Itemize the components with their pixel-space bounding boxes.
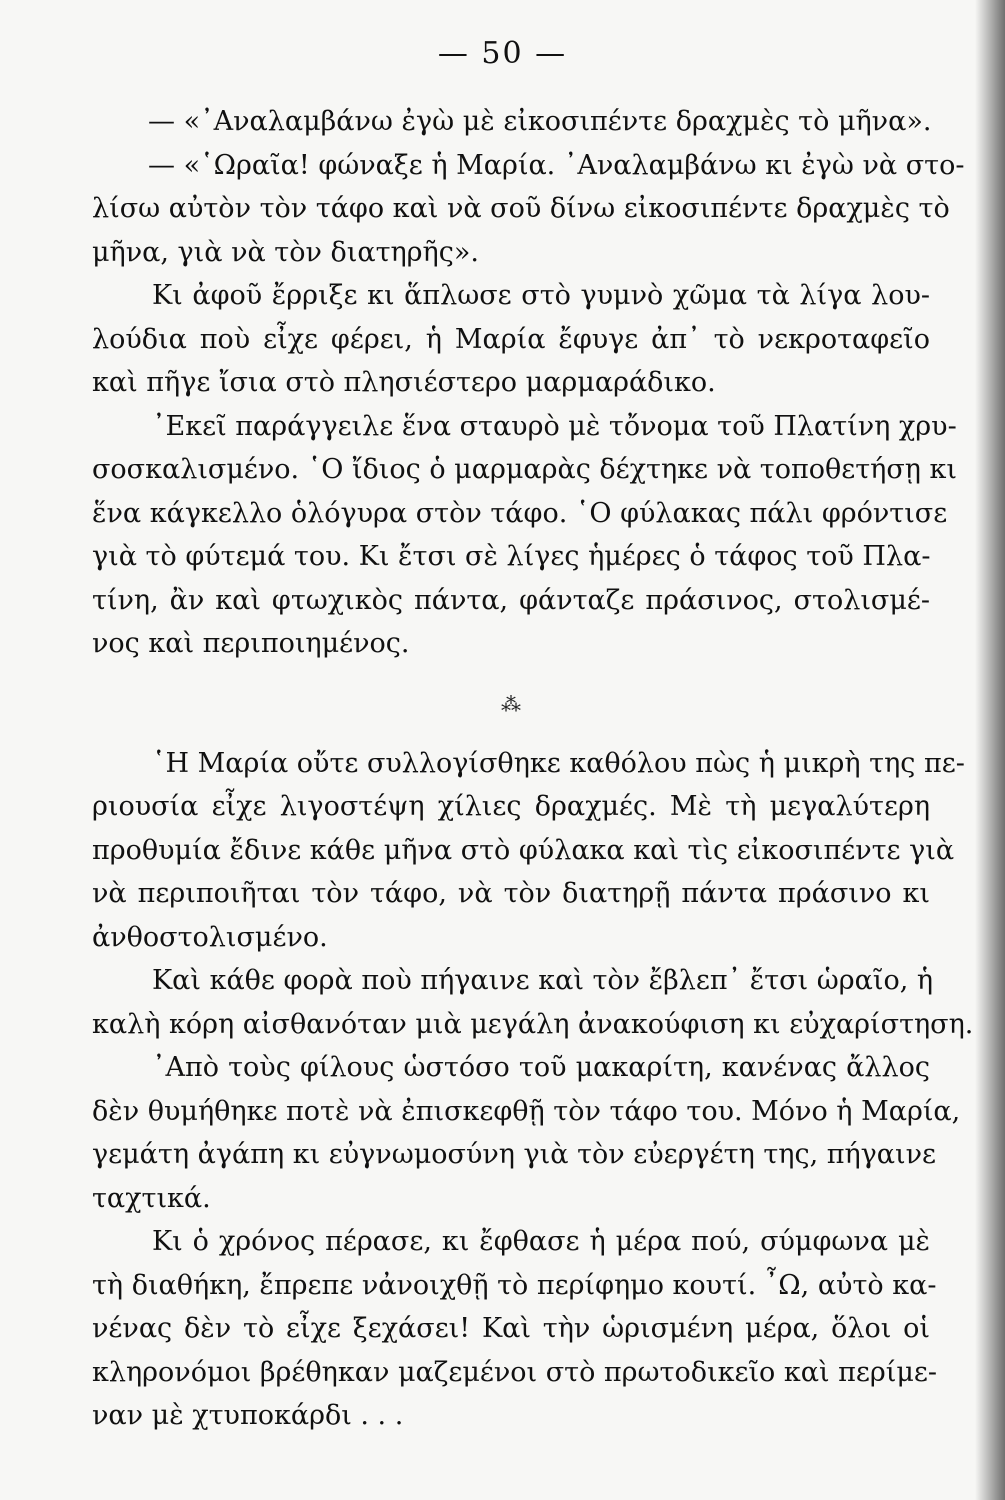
- text-line: ἀνθοστολισμένο.: [92, 921, 328, 953]
- text-line: δὲν θυμήθηκε ποτὲ νὰ ἐπισκεφθῇ τὸν τάφο του. Μόνο ἡ Μαρία,: [92, 1095, 961, 1127]
- text-line: ᾿Απὸ τοὺς φίλους ὡστόσο τοῦ μακαρίτη, κανένας ἄλλος: [152, 1052, 930, 1083]
- text-line: — «῾Ωραῖα! φώναξε ἡ Μαρία. ᾿Αναλαμβάνω κι ἐγὼ νὰ στο-: [148, 149, 965, 181]
- page-edge-shadow: [975, 0, 1005, 1500]
- text-line: ᾿Εκεῖ παράγγειλε ἕνα σταυρὸ μὲ τὄνομα τοῦ Πλατίνη χρυ-: [152, 410, 957, 442]
- text-line: νὰ περιποιῆται τὸν τάφο, νὰ τὸν διατηρῇ πάντα πράσινο κι: [92, 878, 930, 909]
- text-line: ἕνα κάγκελλο ὁλόγυρα στὸν τάφο. ῾Ο φύλακας πάλι φρόντισε: [92, 497, 948, 529]
- text-line: λούδια ποὺ εἶχε φέρει, ἡ Μαρία ἔφυγε ἀπ᾿ τὸ νεκροταφεῖο: [92, 323, 930, 355]
- text-line: τὴ διαθήκη, ἔπρεπε νἀνοιχθῇ τὸ περίφημο κουτί. ῏Ω, αὐτὸ κα-: [92, 1269, 937, 1301]
- text-line: ῾Η Μαρία οὔτε συλλογίσθηκε καθόλου πὼς ἡ μικρὴ της πε-: [152, 747, 965, 779]
- section-separator: ⁂: [501, 691, 521, 716]
- text-line: γιὰ τὸ φύτεμά του. Κι ἔτσι σὲ λίγες ἡμέρες ὁ τάφος τοῦ Πλα-: [92, 541, 931, 572]
- text-line: σοσκαλισμένο. ῾Ο ἴδιος ὁ μαρμαρὰς δέχτηκε νὰ τοποθετήσῃ κι: [92, 454, 958, 485]
- text-line: ναν μὲ χτυποκάρδι . . .: [92, 1400, 404, 1431]
- page-number: — 50 —: [437, 36, 568, 71]
- text-line: Καὶ κάθε φορὰ ποὺ πήγαινε καὶ τὸν ἔβλεπ᾿ ἔτσι ὡραῖο, ἡ: [152, 965, 934, 996]
- text-line: Κι ἀφοῦ ἔρριξε κι ἅπλωσε στὸ γυμνὸ χῶμα τὰ λίγα λου-: [152, 280, 930, 311]
- text-line: καλὴ κόρη αἰσθανόταν μιὰ μεγάλη ἀνακούφιση κι εὐχαρίστηση.: [92, 1008, 974, 1040]
- text-line: προθυμία ἔδινε κάθε μῆνα στὸ φύλακα καὶ τὶς εἰκοσιπέντε γιὰ: [92, 834, 955, 866]
- text-line: ριουσία εἶχε λιγοστέψη χίλιες δραχμές. Μὲ τὴ μεγαλύτερη: [92, 791, 930, 822]
- text-line: νος καὶ περιποιημένος.: [92, 628, 410, 659]
- text-line: λίσω αὐτὸν τὸν τάφο καὶ νὰ σοῦ δίνω εἰκοσιπέντε δραχμὲς τὸ: [92, 193, 950, 224]
- text-line: Κι ὁ χρόνος πέρασε, κι ἔφθασε ἡ μέρα πού, σύμφωνα μὲ: [152, 1226, 930, 1257]
- text-line: καὶ πῆγε ἴσια στὸ πλησιέστερο μαρμαράδικο.: [92, 367, 716, 398]
- text-line: κληρονόμοι βρέθηκαν μαζεμένοι στὸ πρωτοδικεῖο καὶ περίμε-: [92, 1356, 938, 1388]
- text-line: ταχτικά.: [92, 1182, 211, 1214]
- text-line: τίνη, ἂν καὶ φτωχικὸς πάντα, φάνταζε πράσινος, στολισμέ-: [92, 584, 930, 616]
- text-line: νένας δὲν τὸ εἶχε ξεχάσει! Καὶ τὴν ὡρισμένη μέρα, ὅλοι οἱ: [92, 1313, 930, 1344]
- text-line: μῆνα, γιὰ νὰ τὸν διατηρῆς».: [92, 236, 479, 268]
- text-line: — «᾿Αναλαμβάνω ἐγὼ μὲ εἰκοσιπέντε δραχμὲς τὸ μῆνα».: [148, 106, 932, 137]
- body-text: [92, 100, 974, 1438]
- text-line: γεμάτη ἀγάπη κι εὐγνωμοσύνη γιὰ τὸν εὐεργέτη της, πήγαινε: [92, 1139, 937, 1170]
